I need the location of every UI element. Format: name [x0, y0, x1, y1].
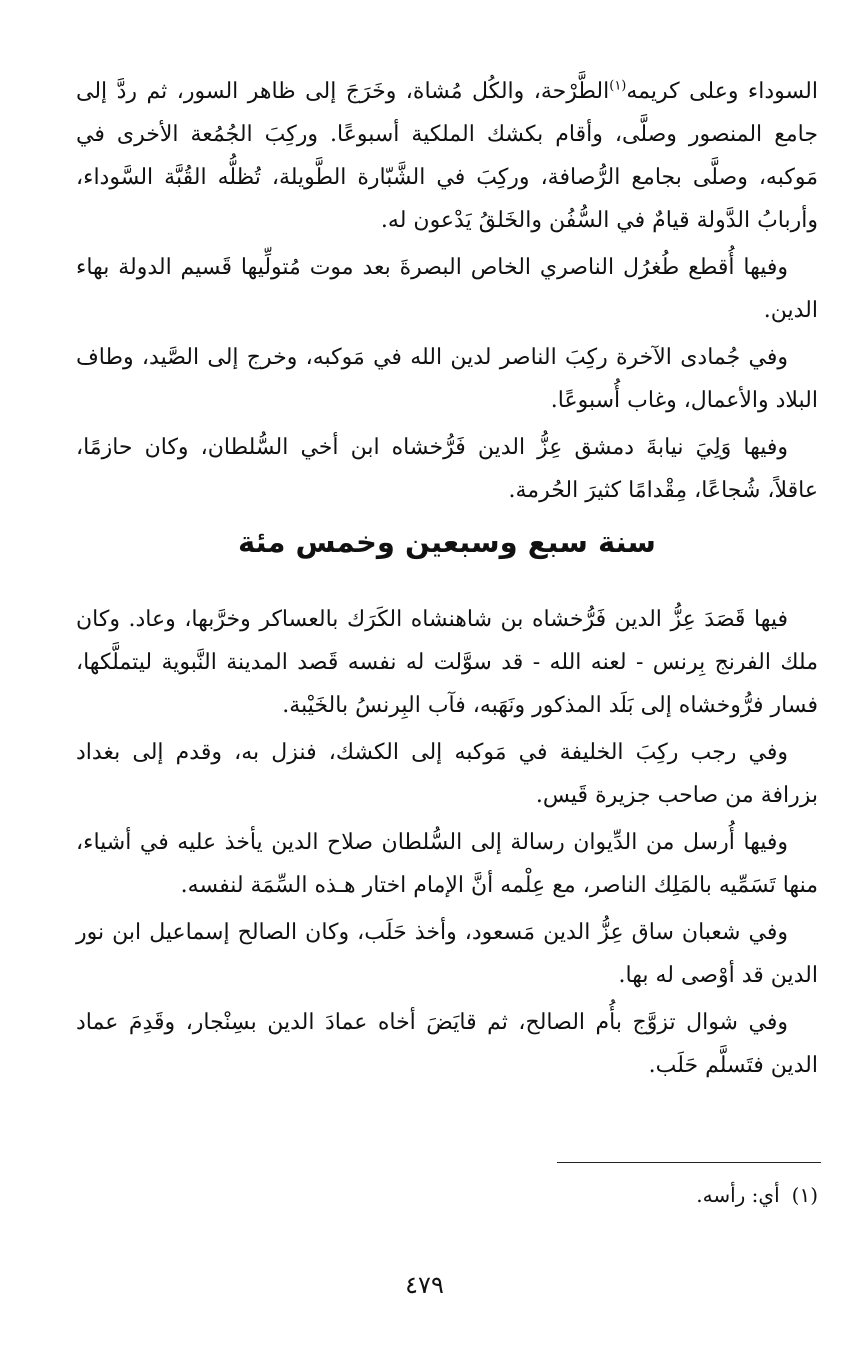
- text-block-top: [76, 70, 818, 516]
- paragraph: وفيها وَلِيَ نيابةَ دمشق عِزُّ الدين فَرُّخشاه ابن أخي السُّلطان، وكان حازمًا، عاقلاً، شُجاعًا، مِقْدامًا كثيرَ الحُرمة.: [76, 435, 818, 503]
- paragraph-text-rest: الطَّرْحة، والكُل مُشاة، وخَرَجَ إلى ظاهر السور، ثم ردَّ إلى جامع المنصور وصلَّى، وأقام بكشك الملكية أسبوعًا. وركِبَ الجُمُعة الأخرى في مَوكبه، وصلَّى بجامع الرُّصافة، وركِبَ في الشَّبّارة الطَّويلة، تُظلُّه القُبَّة السَّوداء، وأربابُ الدَّولة قيامٌ في السُّفُن والخَلقُ يَدْعون له.: [76, 79, 818, 233]
- footnote-marker: (١): [609, 78, 627, 94]
- paragraph: وفي شوال تزوَّج بأُم الصالح، ثم قايَضَ أخاه عمادَ الدين بسِنْجار، وقَدِمَ عماد الدين فتَسلَّم حَلَب.: [76, 1010, 818, 1078]
- paragraph: وفي رجب ركِبَ الخليفة في مَوكبه إلى الكشك، فنزل به، وقدم إلى بغداد بزرافة من صاحب جزيرة قَيس.: [76, 740, 818, 808]
- paragraph: [76, 70, 818, 242]
- paragraph-text-start: السوداء وعلى كريمه: [626, 79, 818, 104]
- footnote-text: أي: رأسه.: [696, 1183, 780, 1207]
- footnote-divider: [557, 1162, 821, 1163]
- footnote-number: (١): [791, 1183, 818, 1207]
- paragraph: وفيها أُقطع طُغرُل الناصري الخاص البصرةَ بعد موت مُتولِّيها قَسيم الدولة بهاء الدين.: [76, 255, 818, 323]
- paragraph: وفيها أُرسل من الدِّيوان رسالة إلى السُّلطان صلاح الدين يأخذ عليه في أشياء، منها تَسَمِّيه بالمَلِك الناصر، مع عِلْمه أنَّ الإمام اختار هـذه السِّمَة لنفسه.: [76, 830, 818, 898]
- text-block-bottom: [76, 598, 818, 1091]
- page-number: ٤٧٩: [405, 1271, 444, 1299]
- paragraph: فيها قَصَدَ عِزُّ الدين فَرُّخشاه بن شاهنشاه الكَرَك بالعساكر وخرَّبها، وعاد. وكان ملك الفرنج بِرنس - لعنه الله - قد سوَّلت له نفسه قَصد المدينة النَّبوية ليتملَّكها، فسار فرُّوخشاه إلى بَلَد المذكور ونَهَبه، فآب البِرنسُ بالخَيْبة.: [76, 607, 818, 718]
- section-heading: سنة سبع وسبعين وخمس مئة: [238, 525, 656, 559]
- paragraph: وفي جُمادى الآخرة ركِبَ الناصر لدين الله في مَوكبه، وخرج إلى الصَّيد، وطاف البلاد والأعمال، وغاب أُسبوعًا.: [76, 345, 818, 413]
- footnote: [420, 1180, 818, 1210]
- paragraph: وفي شعبان ساق عِزُّ الدين مَسعود، وأخذ حَلَب، وكان الصالح إسماعيل ابن نور الدين قد أوْصى له بها.: [76, 920, 818, 988]
